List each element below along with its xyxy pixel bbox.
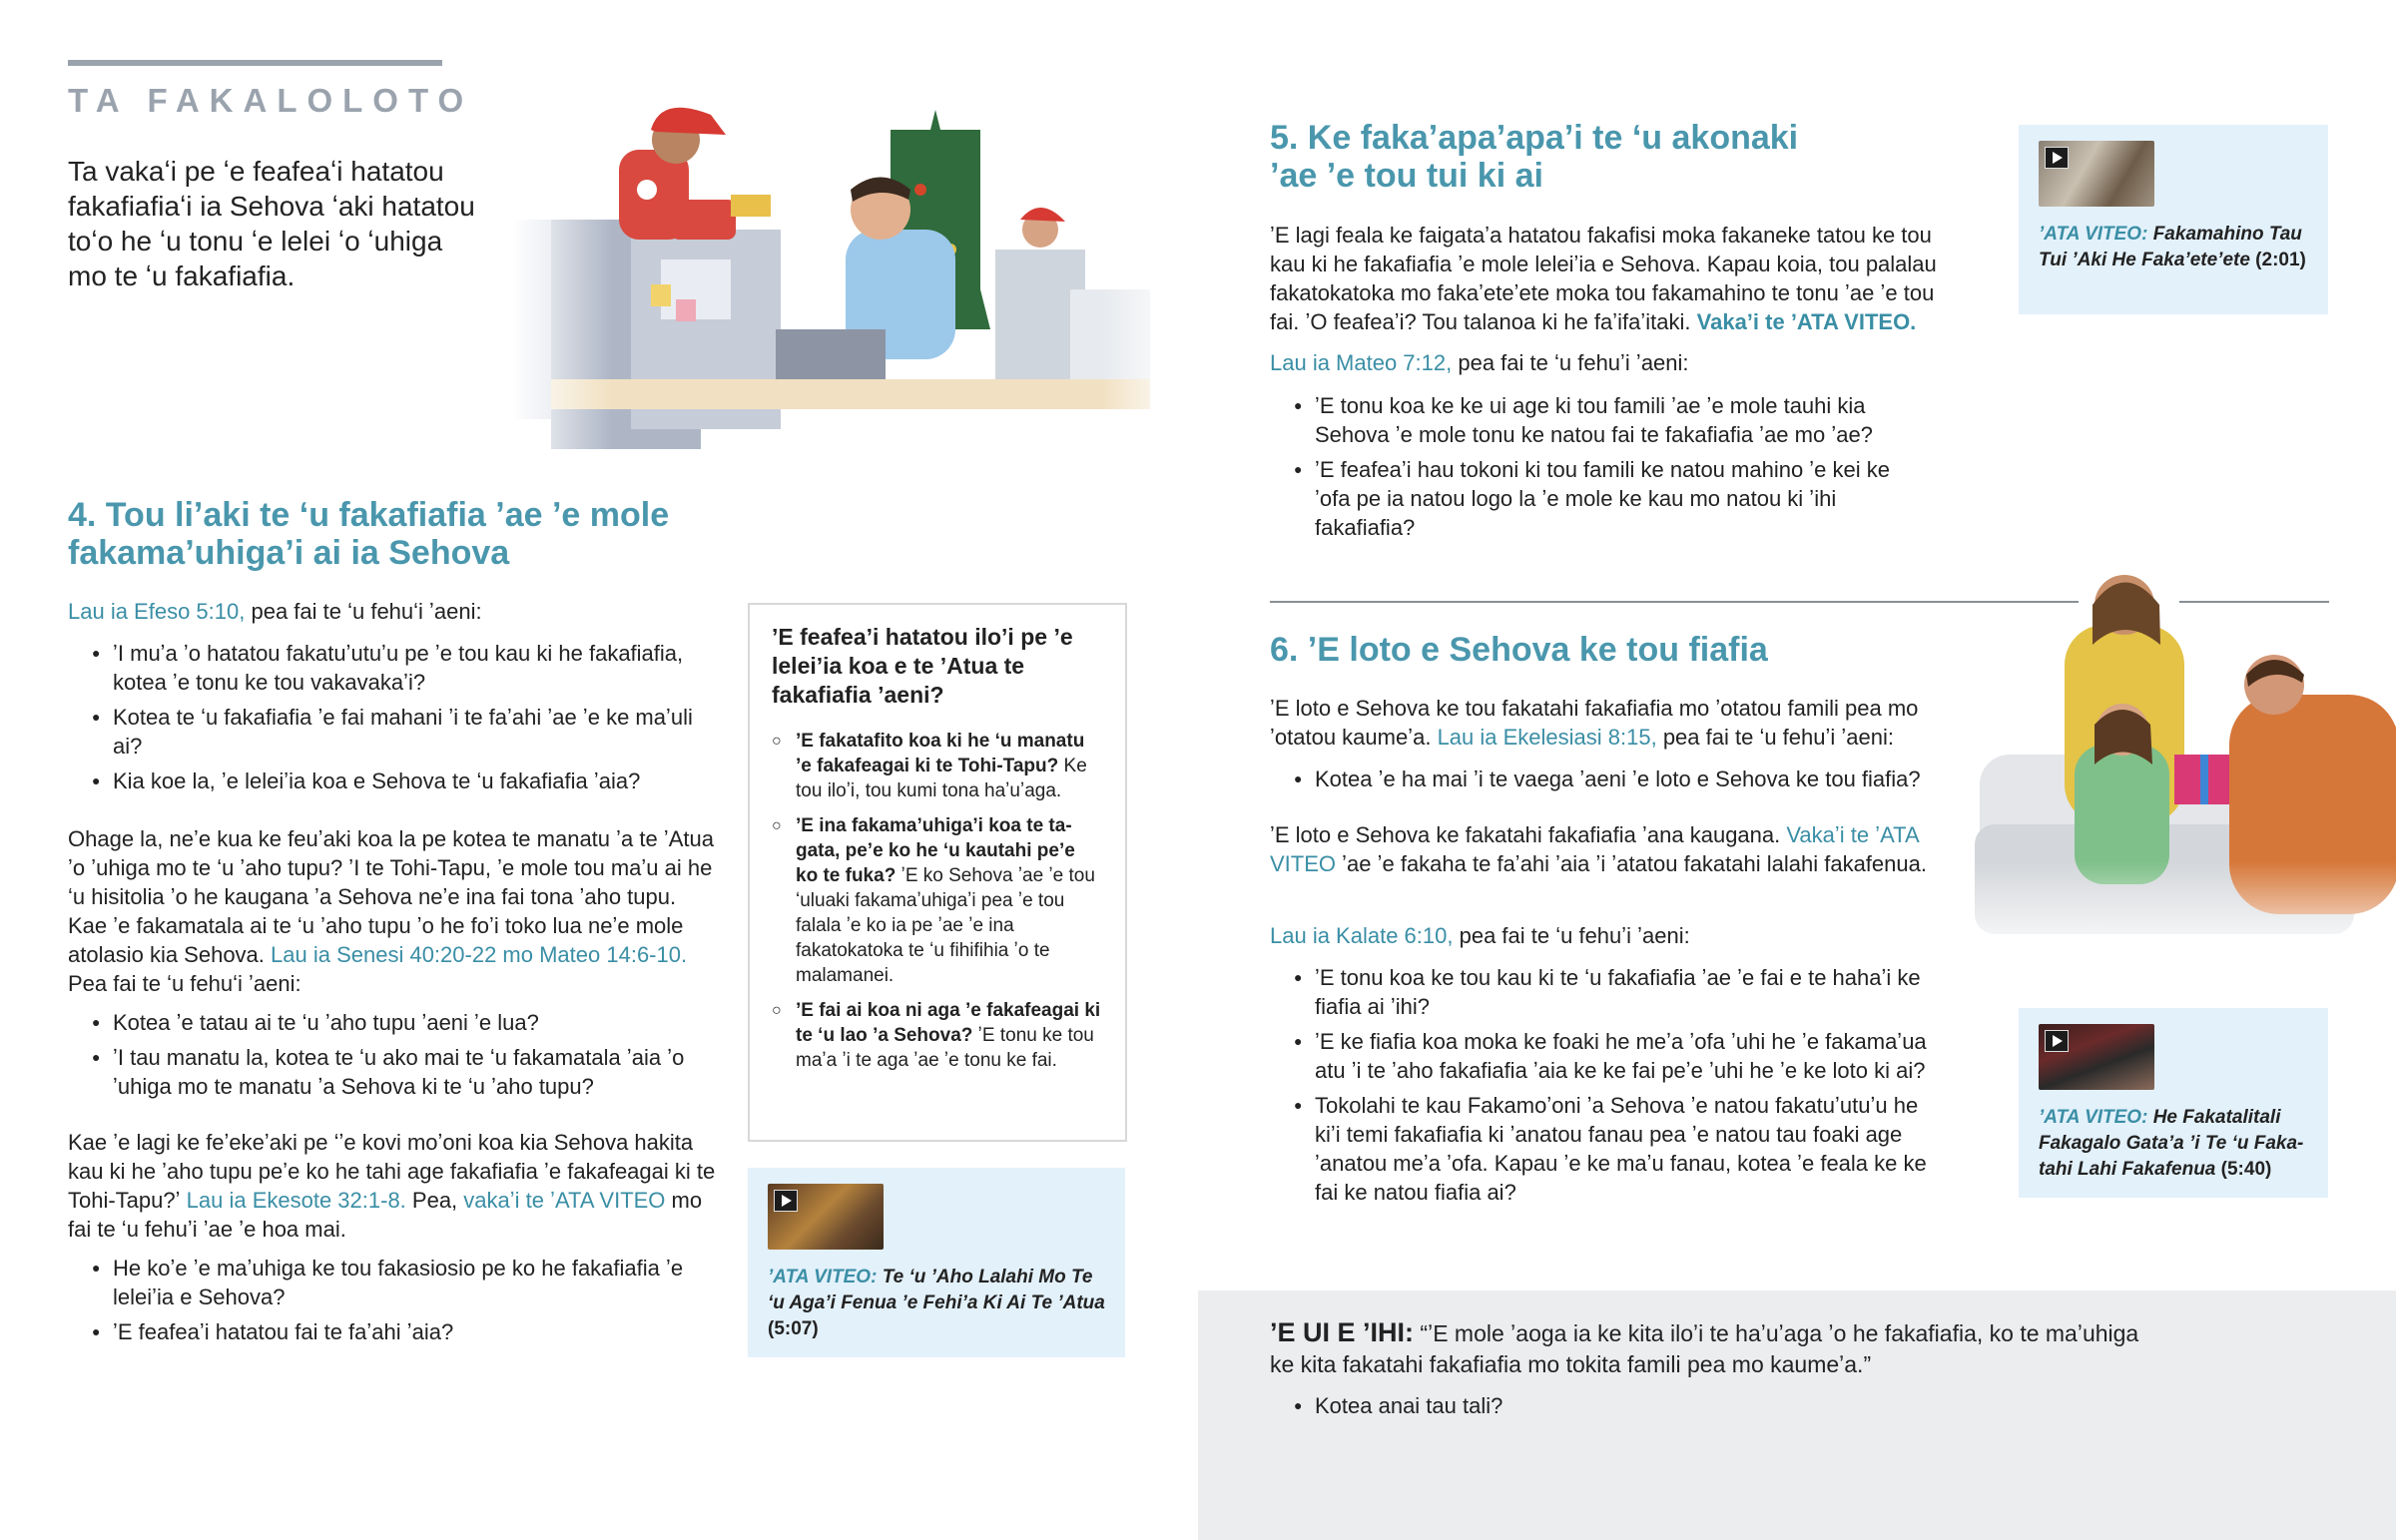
- paragraph-tail: mo fai te ʻu fehuʼi ʼae ʼe hoa mai.: [68, 1188, 703, 1242]
- video-thumbnail[interactable]: [2039, 1024, 2154, 1090]
- answer-text: ʼE tonu ke tou maʼa ʼi te aga ʼae ʼe tonu ke fai.: [796, 1025, 1094, 1071]
- section-4-paragraph-1: [68, 824, 717, 998]
- quote-label: ʼE UI E ʼIHI:: [1270, 1317, 1415, 1347]
- read-rest: pea fai te ʻu fehuʼi ʼaeni:: [1656, 725, 1894, 750]
- office-illustration: [511, 90, 1182, 467]
- read-rest: pea fai te ʻu fehuʼi ʼaeni:: [1452, 350, 1689, 375]
- quote-paragraph: [1270, 1317, 2148, 1380]
- section-5-questions: [1270, 391, 1909, 548]
- scripture-link-ekelesiasi[interactable]: Lau ia Ekelesiasi 8:15,: [1437, 725, 1657, 750]
- scripture-link-kalate[interactable]: Lau ia Kalate 6:10,: [1270, 923, 1454, 948]
- answer-text: Ke tou iloʼi, tou kumi tona haʼuʼaga.: [796, 756, 1087, 801]
- video-thumbnail[interactable]: [2039, 141, 2154, 207]
- video-title: He Fakatalitali Fakagalo Gataʼa ʼi Te ʻu Faka-tahi Lahi Fakafenua: [2039, 1107, 2304, 1180]
- video-title: Te ʻu ʼAho Lalahi Mo Te ʻu Agaʼi Fenua ʼe Fehiʼa Ki Ai Te ʼAtua: [768, 1267, 1105, 1313]
- paragraph-text: ʼE loto e Sehova ke fakatahi fakafiafia ʼana kaugana.: [1270, 822, 1781, 847]
- section-4-questions-1: [68, 639, 717, 801]
- section-4-questions-2: [68, 1008, 717, 1107]
- list-item: ● ʼE tonu koa ke ke ui age ki tou famili ʼae ʼe mole tauhi kia Sehova ʼe mole tonu ke natou fai te fakafiafia ʼae mo ʼae?: [1270, 391, 1909, 449]
- video-thumbnail[interactable]: [768, 1184, 884, 1250]
- list-item: [772, 813, 1101, 988]
- play-icon[interactable]: [2045, 147, 2069, 169]
- video-caption: [768, 1265, 1112, 1342]
- list-item: [772, 729, 1101, 803]
- list-item: ● ʼE feafeaʼi hatatou fai te faʼahi ʼaia?: [68, 1317, 717, 1346]
- quote-text: “ʼE mole ʼaoga ia ke kita iloʼi te haʼuʼaga ʼo he fakafiafia, ko te maʼuhiga ke kita fakatahi fakafiafia mo tokita famili pea mo kaumeʼa.”: [1270, 1320, 2139, 1377]
- list-item: ● Tokolahi te kau Fakamoʼoni ʼa Sehova ʼe natou fakatuʼutuʼu he kiʼi temi fakafiafia ki ʼanatou fanau pea ʼe natou tau foaki age ʼanatou meʼa ʼofa. Kapau ʼe ke maʼu fanau, kotea ʼe feala ke ke fai ke natou fiafia ai?: [1270, 1091, 1949, 1207]
- video-caption: [2039, 1105, 2318, 1183]
- list-item: ● ʼI tau manatu la, kotea te ʻu ako mai te ʻu fakamatala ʼaia ʼo ʼuhiga mo te manatu ʼa Sehova ki te ʻu ʼaho tupu?: [68, 1043, 717, 1101]
- section-6-questions-1: [1270, 765, 1949, 799]
- bottom-questions: [1270, 1391, 2069, 1426]
- section-4-paragraph-2: [68, 1128, 717, 1244]
- list-item: ● Kotea ʼe tatau ai te ʻu ʼaho tupu ʼaeni ʼe lua?: [68, 1008, 717, 1037]
- video-duration: (5:40): [2215, 1159, 2272, 1180]
- section-5-paragraph: [1270, 221, 1969, 336]
- paragraph-text: ʼE lagi feala ke faigataʼa hatatou fakafisi moka fakaneke tatou ke tou kau ki he fakafiafia ʼe mole leleiʼia e Sehova. Kapau koia, tou palalau fakatokatoka mo fakaʼeteʼete moka tou fakamahino te tonu ʼae ʼe tou fai. ʼO feafeaʼi? Tou talanoa ki he faʼifaʼitaki.: [1270, 223, 1937, 334]
- scripture-link-senesi-mateo[interactable]: Lau ia Senesi 40:20-22 mo Mateo 14:6-10.: [271, 942, 688, 967]
- section-6-questions-2: [1270, 963, 1949, 1213]
- section-6-paragraph-2: [1270, 820, 1929, 878]
- question-box-list: [772, 729, 1101, 1083]
- family-illustration: [1975, 565, 2396, 960]
- section-kicker: TA FAKALOLOTO: [68, 82, 474, 119]
- play-icon[interactable]: [2045, 1030, 2069, 1052]
- scripture-link-mateo[interactable]: Lau ia Mateo 7:12,: [1270, 350, 1453, 375]
- video-label: ʼATA VITEO:: [2039, 1107, 2148, 1128]
- paragraph-text: Ohage la, neʼe kua ke feuʼaki koa la pe kotea te manatu ʼa te ʼAtua ʼo ʼuhiga mo te ʻu ʼaho tupu? ʼI te Tohi-Tapu, ʼe mole tou maʼu ai he ʻu hisitolia ʼo he kaugana ʼa Sehova neʼe ina fai tona ʼaho tupu. Kae ʼe fakamatala ai te ʻu ʼaho tupu ʼo he foʼi toko lua neʼe mole atolasio kia Sehova.: [68, 826, 714, 967]
- section-6-heading: 6. ʼE loto e Sehova ke tou fiafia: [1270, 631, 1768, 669]
- question-box-title: ʼE feafeaʼi hatatou iloʼi pe ʼe leleiʼia koa e te ʼAtua te fakafiafia ʼaeni?: [772, 624, 1073, 708]
- read-rest: pea fai te ʻu fehuʼi ʼaeni:: [1453, 923, 1690, 948]
- video-link[interactable]: Vakaʼi te ʼATA VITEO.: [1696, 309, 1917, 334]
- list-item: ● Kia koe la, ʼe leleiʼia koa e Sehova te ʻu fakafiafia ʼaia?: [68, 767, 717, 795]
- paragraph-tail: ʼae ʼe fakaha te faʼahi ʼaia ʼi ʼatatou fakatahi lalahi fakafenua.: [1336, 851, 1927, 876]
- video-box-3[interactable]: [2019, 1008, 2328, 1198]
- list-item: ● ʼI muʼa ʼo hatatou fakatuʼutuʼu pe ʼe tou kau ki he fakafiafia, kotea ʼe tonu ke tou vakavakaʼi?: [68, 639, 717, 697]
- list-item: ● Kotea ʼe ha mai ʼi te vaega ʼaeni ʼe loto e Sehova ke tou fiafia?: [1270, 765, 1949, 793]
- question-text: ʼE fakatafito koa ki he ʻu manatu ʼe fakafeagai ki te Tohi-Tapu?: [796, 731, 1085, 776]
- scripture-link-ekesote[interactable]: Lau ia Ekesote 32:1-8.: [186, 1188, 406, 1213]
- question-text: ʼE fai ai koa ni aga ʼe fakafeagai ki te ʻu lao ʼa Sehova?: [796, 1000, 1101, 1046]
- list-item: ● He koʼe ʼe maʼuhiga ke tou fakasiosio pe ko he fakafiafia ʼe leleiʼia e Sehova?: [68, 1254, 717, 1311]
- question-box: [748, 603, 1127, 1142]
- section-6-paragraph-1: [1270, 694, 1949, 752]
- section-5-heading: 5. Ke fakaʼapaʼapaʼi te ʻu akonaki ʼae ʼe tou tui ki ai: [1270, 119, 1799, 195]
- video-label: ʼATA VITEO:: [2039, 224, 2148, 245]
- scripture-link-efeso[interactable]: Lau ia Efeso 5:10,: [68, 599, 246, 624]
- section-4-read-instruction: [68, 597, 717, 626]
- paragraph-tail: Pea fai te ʻu fehuʻi ʼaeni:: [68, 971, 301, 996]
- paragraph-text: ʼE loto e Sehova ke tou fakatahi fakafiafia mo ʼotatou famili pea mo ʼotatou kaumeʼa.: [1270, 696, 1919, 750]
- video-box-1[interactable]: [748, 1168, 1125, 1357]
- video-title: Fakamahino Tau Tui ʼAki He Fakaʼeteʼete: [2039, 224, 2302, 270]
- video-link[interactable]: vakaʼi te ʼATA VITEO: [463, 1188, 666, 1213]
- video-label: ʼATA VITEO:: [768, 1267, 878, 1287]
- bottom-panel: [1198, 1290, 2396, 1540]
- paragraph-text: Kae ʼe lagi ke feʼekeʼaki pe ʻʼe kovi moʼoni koa kia Sehova hakita kau ki he ʼaho tupu peʼe ko he tahi age fakafiafia ʼe fakafeagai ki te Tohi-Tapu?ʼ: [68, 1130, 716, 1213]
- video-box-2[interactable]: [2019, 125, 2328, 314]
- section-divider: [1270, 601, 2079, 603]
- list-item: [772, 998, 1101, 1073]
- read-rest: pea fai te ʻu fehuʻi ʼaeni:: [245, 599, 482, 624]
- section-4-heading: 4. Tou liʼaki te ʻu fakafiafia ʼae ʼe mole fakamaʼuhigaʼi ai ia Sehova: [68, 496, 670, 572]
- video-link[interactable]: Vakaʼi te ʼATA VITEO: [1270, 822, 1919, 876]
- list-item: ● ʼE tonu koa ke tou kau ki te ʻu fakafiafia ʼae ʼe fai e te hahaʼi ke fiafia ai ʼihi?: [1270, 963, 1949, 1021]
- section-5-read-instruction: [1270, 348, 1969, 377]
- section-4-questions-3: [68, 1254, 717, 1352]
- video-duration: (5:07): [768, 1318, 819, 1339]
- play-icon[interactable]: [774, 1190, 798, 1212]
- list-item: ● Kotea anai tau tali?: [1270, 1391, 2069, 1420]
- answer-text: ʼE ko Sehova ʼae ʼe tou ʻuluaki fakamaʼuhigaʼi pea ʼe tou falala ʼe ko ia pe ʼae ʼe ina fakatokatoka te ʻu fihifihia ʼo te malamanei.: [796, 865, 1095, 986]
- list-item: ● ʼE feafeaʼi hau tokoni ki tou famili ke natou mahino ʼe kei ke ʼofa pe ia natou logo la ʼe mole ke kau mo natou ki ʼihi fakafiafia?: [1270, 455, 1909, 542]
- video-caption: [2039, 222, 2318, 273]
- question-text: ʼE ina fakamaʼuhigaʼi koa te ta-gata, peʼe ko he ʻu kautahi peʼe ko te fuka?: [796, 815, 1075, 886]
- section-6-read-instruction: [1270, 921, 1949, 950]
- intro-text: Ta vakaʻi pe ʻe feafeaʻi hatatou fakafiafiaʻi ia Sehova ʻaki hatatou toʻo he ʻu tonu ʻe lelei ʻo ʻuhiga mo te ʻu fakafiafia.: [68, 156, 475, 291]
- header-rule: [68, 60, 442, 66]
- video-duration: (2:01): [2249, 250, 2306, 270]
- list-item: ● Kotea te ʻu fakafiafia ʼe fai mahani ʼi te faʼahi ʼae ʼe ke maʼuli ai?: [68, 703, 717, 761]
- paragraph-mid: Pea,: [405, 1188, 464, 1213]
- list-item: ● ʼE ke fiafia koa moka ke foaki he meʼa ʼofa ʼuhi he ʼe fakamaʼua atu ʼi te ʼaho fakafiafia ʼaia ke ke fai peʼe ʼuhi he ʼe ke loto ki ai?: [1270, 1027, 1949, 1085]
